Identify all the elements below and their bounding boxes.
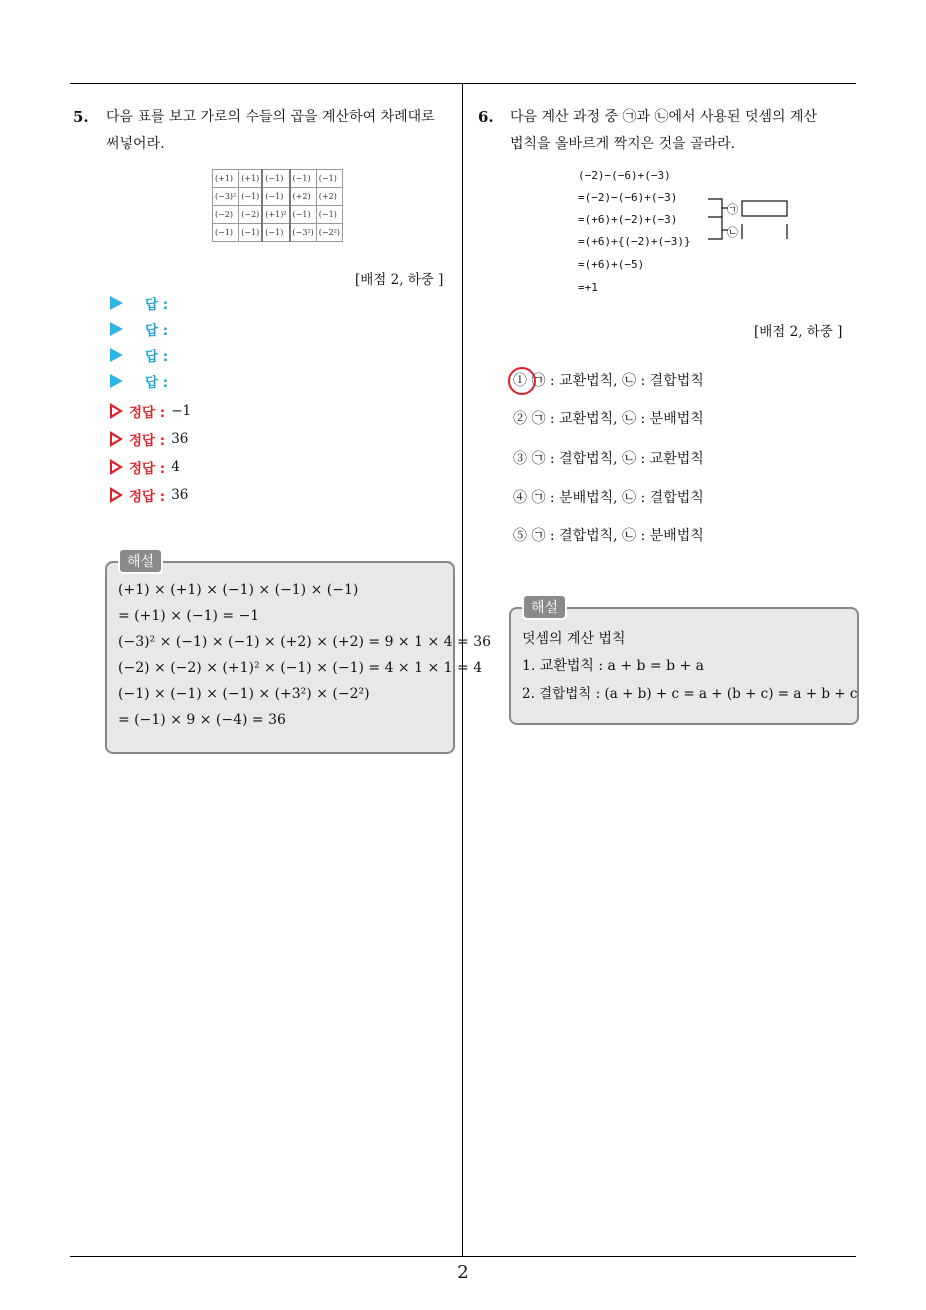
explanation-tag: 해설 <box>522 594 567 620</box>
top-rule <box>70 83 856 84</box>
table-cell: (−1) <box>239 188 263 206</box>
table-cell: (−1) <box>316 206 342 224</box>
question-6-score: [배점 2, 하중 ] <box>754 324 843 340</box>
option-1[interactable]: ① ㉠ : 교환법칙, ㉡ : 결합법칙 <box>513 373 704 389</box>
correct-label: 정답 : <box>129 433 166 449</box>
table-cell: (−1) <box>262 224 289 242</box>
option-3[interactable]: ③ ㉠ : 결합법칙, ㉡ : 교환법칙 <box>513 451 704 467</box>
answer-row <box>110 344 168 366</box>
explanation-tag: 해설 <box>118 548 163 574</box>
bottom-rule <box>70 1256 856 1257</box>
table-row <box>213 188 343 206</box>
table-cell: (+2) <box>316 188 342 206</box>
page-number: 2 <box>457 1262 469 1283</box>
explanation-line: 1. 교환법칙 : a + b = b + a <box>522 658 705 674</box>
question-5-number: 5. <box>73 108 89 126</box>
calc-brackets <box>700 195 800 250</box>
correct-answer-row <box>110 400 191 422</box>
answer-label: 답 : <box>145 349 169 365</box>
table-cell: (−1) <box>262 188 289 206</box>
table-cell: (+2) <box>290 188 317 206</box>
explanation-line: (−3)² × (−1) × (−1) × (+2) × (+2) = 9 × 1 × 4 = 36 <box>118 634 492 650</box>
table-row <box>213 170 343 188</box>
calc-line: =(+6)+{(−2)+(−3)} <box>578 235 691 248</box>
answer-label: 답 : <box>145 375 169 391</box>
explanation-line: 2. 결합법칙 : (a + b) + c = a + (b + c) = a + b + c <box>522 686 858 702</box>
table-row <box>213 224 343 242</box>
table-cell: (−1) <box>262 170 289 188</box>
table-cell: (+1) <box>213 170 239 188</box>
question-5-text-line2: 써넣어라. <box>106 136 165 152</box>
play-triangle-icon <box>110 374 123 388</box>
table-cell: (−1) <box>290 206 317 224</box>
table-cell: (−1) <box>213 224 239 242</box>
table-cell: (−2²) <box>316 224 342 242</box>
correct-label: 정답 : <box>129 405 166 421</box>
explanation-line: (+1) × (+1) × (−1) × (−1) × (−1) <box>118 582 359 598</box>
question-5-score: [배점 2, 하중 ] <box>355 272 444 288</box>
explanation-line: (−2) × (−2) × (+1)² × (−1) × (−1) = 4 × 1 × 1 = 4 <box>118 660 483 676</box>
outline-triangle-icon <box>110 403 123 419</box>
calc-line: =+1 <box>578 281 598 294</box>
calc-line: =(−2)−(−6)+(−3) <box>578 191 678 204</box>
outline-triangle-icon <box>110 431 123 447</box>
correct-answer-row <box>110 456 180 478</box>
option-5[interactable]: ⑤ ㉠ : 결합법칙, ㉡ : 분배법칙 <box>513 528 704 544</box>
correct-answer-row <box>110 428 188 450</box>
table-cell: (−1) <box>316 170 342 188</box>
play-triangle-icon <box>110 296 123 310</box>
table-cell: (−3²) <box>290 224 317 242</box>
question-6-text-line2: 법칙을 올바르게 짝지은 것을 골라라. <box>510 136 736 152</box>
calc-line: =(+6)+(−2)+(−3) <box>578 213 678 226</box>
correct-answer-value: 36 <box>171 431 189 447</box>
correct-answer-row <box>110 484 188 506</box>
answer-row <box>110 318 168 340</box>
option-2[interactable]: ② ㉠ : 교환법칙, ㉡ : 분배법칙 <box>513 411 704 427</box>
outline-triangle-icon <box>110 487 123 503</box>
answer-row <box>110 292 168 314</box>
explanation-line: 덧셈의 계산 법칙 <box>522 631 626 647</box>
table-cell: (−2) <box>239 206 263 224</box>
outline-triangle-icon <box>110 459 123 475</box>
table-row <box>213 206 343 224</box>
correct-answer-value: −1 <box>171 403 192 419</box>
answer-row <box>110 370 168 392</box>
play-triangle-icon <box>110 322 123 336</box>
table-cell: (−1) <box>290 170 317 188</box>
correct-answer-value: 36 <box>171 487 189 503</box>
table-cell: (−1) <box>239 224 263 242</box>
explanation-line: = (+1) × (−1) = −1 <box>118 608 260 624</box>
table-cell: (+1)² <box>262 206 289 224</box>
correct-label: 정답 : <box>129 489 166 505</box>
question-5-text-line1: 다음 표를 보고 가로의 수들의 곱을 계산하여 차례대로 <box>106 109 435 125</box>
explanation-line: = (−1) × 9 × (−4) = 36 <box>118 712 286 728</box>
table-cell: (+1) <box>239 170 263 188</box>
correct-label: 정답 : <box>129 461 166 477</box>
play-triangle-icon <box>110 348 123 362</box>
answer-label: 답 : <box>145 323 169 339</box>
question-6-number: 6. <box>478 108 494 126</box>
question-6-text-line1: 다음 계산 과정 중 ㉠과 ㉡에서 사용된 덧셈의 계산 <box>510 109 818 125</box>
explanation-line: (−1) × (−1) × (−1) × (+3²) × (−2²) <box>118 686 370 702</box>
calc-line: =(+6)+(−5) <box>578 258 645 271</box>
question-5-table <box>212 169 343 242</box>
correct-answer-value: 4 <box>171 459 180 475</box>
option-4[interactable]: ④ ㉠ : 분배법칙, ㉡ : 결합법칙 <box>513 490 704 506</box>
answer-label: 답 : <box>145 297 169 313</box>
table-cell: (−3)² <box>213 188 239 206</box>
table-cell: (−2) <box>213 206 239 224</box>
calc-mark-a: ㉠ <box>727 203 738 216</box>
calc-mark-b: ㉡ <box>727 226 738 239</box>
calc-line: (−2)−(−6)+(−3) <box>578 169 671 182</box>
